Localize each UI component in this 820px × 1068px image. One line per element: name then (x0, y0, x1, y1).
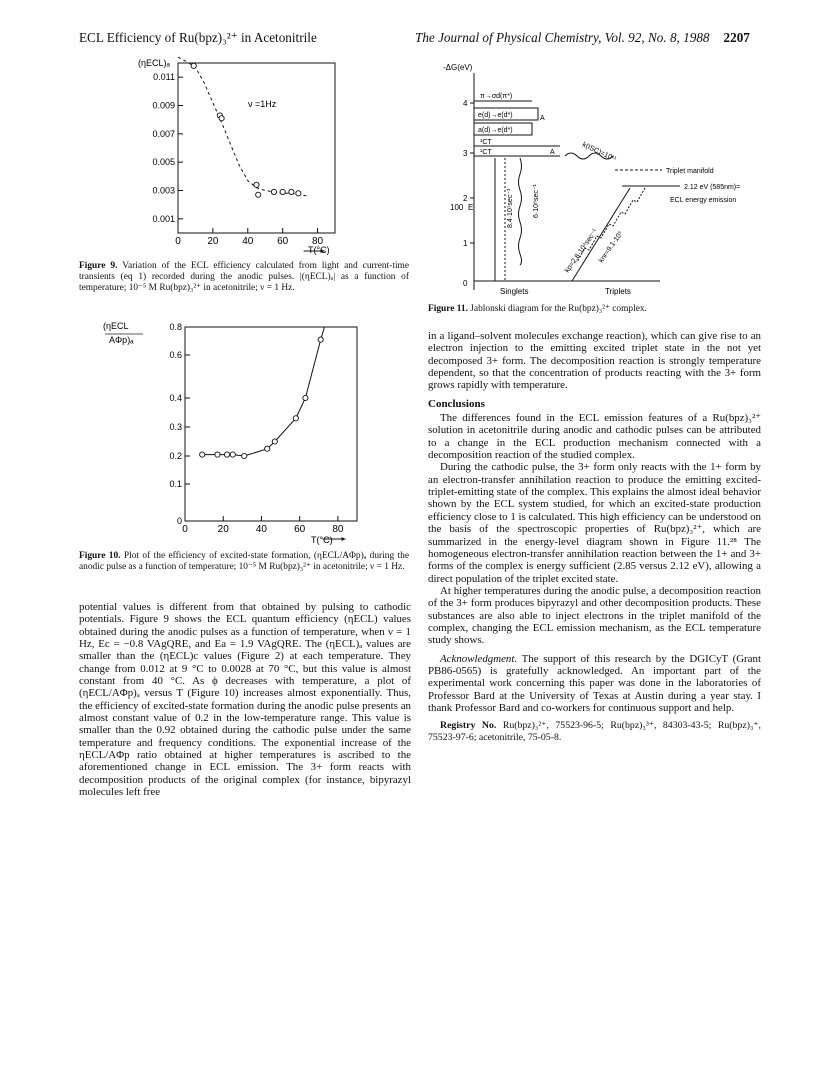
conclusions-heading: Conclusions (428, 397, 485, 410)
fig10-point (303, 395, 308, 400)
fig9-fit-curve (178, 57, 309, 196)
fig11-tick-2-label: 2 (463, 194, 468, 203)
right-column-text (428, 330, 761, 743)
fig9-frame (178, 63, 335, 233)
fig9-ytick-label: 0.003 (152, 185, 175, 196)
fig11-singlets-label: Singlets (500, 287, 529, 296)
fig10-curve (202, 327, 324, 456)
ack-label: Acknowledgment. (440, 652, 518, 665)
fig10-caption-text: Plot of the efficiency of excited-state formation, (ηECL/AΦp)ₐ during the anodic pulse as a function of temperature; 10⁻⁵ M Ru(bpz)₃²⁺ in acetonitrile; ν = 1 Hz. (79, 551, 409, 572)
fig9-point (296, 191, 301, 196)
fig10-xtick-label: 0 (182, 524, 188, 535)
fig9-xlabel: T(°C) (308, 245, 330, 255)
fig10-curve-path (202, 327, 324, 456)
fig9-ytick-label: 0.005 (152, 157, 175, 168)
fig10-ylabel-top: (ηECL (103, 321, 129, 331)
fig10-point (200, 452, 205, 457)
ack-text: The support of this research by the DGICyT (Grant PB86-0565) is gratefully acknowledged. An important part of the experimental work concerning this paper was done in the laboratories of Professor Bard at the University of Texas at Austin during a year stay. I thank Professor Bard and co-workers for continuous support and help. (428, 652, 761, 714)
fig9-point (280, 189, 285, 194)
figure-9-caption (79, 261, 409, 294)
fig10-frame (185, 327, 357, 521)
figure-10-caption (79, 551, 409, 573)
fig11-wavy-arrow (519, 158, 522, 265)
right-paragraph-4: At higher temperatures during the anodic pulse, a decomposition reaction of the 3+ form produces bipyrazyl and other decomposition products. These substances are also able to inject electrons in the triplet manifold of the complex, changing the ECL emission mechanism, as the ECL temperature study shows. (428, 584, 761, 647)
fig11-3ct-label: ³CT (480, 139, 492, 146)
fig10-points (200, 337, 324, 459)
fig10-point (318, 337, 323, 342)
fig10-ytick-label: 0.1 (169, 479, 182, 489)
fig10-ytick-label: 0.4 (169, 393, 182, 403)
fig11-tick-0-label: 0 (463, 279, 468, 288)
fig10-axes (169, 322, 357, 541)
fig11-rate-2: 6·10⁸sec⁻¹ (533, 184, 540, 218)
journal-citation (415, 30, 750, 46)
fig9-caption-text: Variation of the ECL efficiency calculated from light and current-time transients (eq 1) recorded during the anodic pulses. |(ηECL)ₐ| as a function of temperature; 10⁻⁵ M Ru(bpz)₃²⁺ in acetonitrile; ν = 1 Hz. (79, 261, 409, 293)
fig9-xtick-label: 0 (175, 236, 181, 247)
right-paragraph-2: The differences found in the ECL emission features of a Ru(bpz)₃²⁺ solution in acetonitrile during anodic and cathodic pulses can be attributed to a change in the ECL production mechanism connected with a decomposition reaction of the studied complex. (428, 412, 761, 462)
page-number: 2207 (723, 30, 750, 45)
fig9-points (191, 63, 301, 197)
fig10-ytick-label: 0.3 (169, 422, 182, 432)
fig10-point (272, 439, 277, 444)
fig9-point (254, 182, 259, 187)
figure-9-chart (130, 55, 410, 260)
fig11-caption-text: Jablonski diagram for the Ru(bpz)₃²⁺ complex. (470, 304, 647, 314)
fig9-ylabel: (ηECL)ₐ (138, 58, 170, 68)
fig9-point (271, 189, 276, 194)
fig11-tick-1-label: 1 (463, 239, 468, 248)
running-header: ECL Efficiency of Ru(bpz)₃²⁺ in Acetonitrile (79, 30, 317, 45)
fig11-label-E: E (468, 203, 474, 212)
fig9-axes (152, 63, 335, 253)
journal-name: The Journal of Physical Chemistry, Vol. 92, No. 8, 1988 (415, 30, 710, 45)
left-column-text (79, 601, 411, 799)
fig11-rate-1: 8.4·10⁷sec⁻¹ (507, 188, 514, 228)
fig11-label-100: 100 (450, 203, 464, 212)
fig9-ytick-label: 0.011 (153, 72, 175, 83)
fig10-point (224, 452, 229, 457)
fig11-triplets-label: Triplets (605, 287, 631, 296)
fig11-1ct-label: ¹CT (480, 149, 492, 156)
fig9-xtick-label: 40 (242, 236, 254, 247)
fig9-xtick-label: 80 (311, 236, 324, 247)
fig10-xtick-label: 60 (294, 524, 306, 535)
fig11-ecl-emission: ECL energy emission (670, 197, 737, 204)
fig11-level-A: A (540, 115, 545, 122)
fig10-ytick-label: 0.6 (169, 350, 182, 360)
fig10-point (242, 453, 247, 458)
fig11-rate-3: kp=2.8·10⁴sec⁻¹ (563, 228, 600, 275)
figure-10-chart (95, 308, 415, 548)
fig10-ylabel-bottom: AΦp)ₐ (109, 335, 134, 345)
right-paragraph-1: in a ligand–solvent molecules exchange reaction), which can give rise to an electron injection to the emitting excited triplet state in the not yet decomposed 3+ form. The decomposition reaction is strongly temperature dependent, so that the concentration of products reacting with the 3+ form grows rapidly with temperature. (428, 330, 761, 392)
fig9-xtick-label: 20 (207, 236, 219, 247)
fig11-triplet-energy: 2.12 eV (585nm)= (684, 184, 741, 191)
fig10-caption-label: Figure 10. (79, 551, 121, 561)
fig11-level-ee-label: e(d)→e(d*) (478, 112, 513, 119)
fig11-triplet-manifold-label: Triplet manifold (666, 168, 714, 175)
registry-text: Ru(bpz)₃²⁺, 75523-96-5; Ru(bpz)₃³⁺, 84303-43-5; Ru(bpz)₃⁺, 75523-97-6; acetonitrile, 75-05-8. (428, 720, 761, 743)
fig10-ytick-label: 0 (176, 516, 182, 526)
fig11-tick-4-label: 4 (463, 99, 468, 108)
fig9-annotation: ν =1Hz (248, 99, 277, 109)
fig9-point (256, 192, 261, 197)
fig9-point (191, 63, 196, 68)
fig11-ct-A: A (550, 149, 555, 156)
registry-label: Registry No. (440, 720, 497, 732)
fig10-ytick-label: 0.2 (169, 451, 182, 461)
right-paragraph-3: During the cathodic pulse, the 3+ form only reacts with the 1+ form by an electron-transfer annihilation reaction to produce the emitting excited-triplet-emitting state of the complex. This explains the almost ideal behavior shown by the ECL system studied, for which an excited-state production efficiency close to 1 is calculated. This high efficiency can be understood on the basis of the spectroscopic properties of Ru(bpz)₃²⁺, which are summarized in the energy-level diagram shown in Figure 11.²⁸ The homogeneous electron-transfer annihilation reaction between the 1+ and 3+ forms of the complex is energy sufficient (2.85 versus 2.12 eV), allowing a direct population of the triplet excited state. (428, 461, 761, 585)
fig11-caption-label: Figure 11. (428, 304, 468, 314)
fig9-point (219, 116, 224, 121)
fig10-point (215, 452, 220, 457)
fig9-ytick-label: 0.007 (152, 128, 175, 139)
fig9-curve-path (178, 57, 309, 196)
fig10-xtick-label: 40 (255, 524, 268, 535)
fig9-caption-label: Figure 9. (79, 261, 118, 271)
figure-11-diagram (440, 58, 770, 298)
fig10-xlabel: T(°C) (311, 535, 333, 545)
fig11-level-pi-label: π→σd(π*) (480, 93, 513, 100)
fig10-xtick-label: 20 (217, 524, 229, 535)
left-paragraph-1: potential values is different from that obtained by pulsing to cathodic potentials. Figure 9 shows the ECL quantum efficiency (ηECL) values obtained during the anodic pulses as a function of temperature, when ν = 1 Hz, Ec = −0.8 VAgQRE, and Ea = 1.9 VAgQRE. The (ηECL)ₐ values are smaller than the (ηECL)c values (Figure 2) at each temperature. They change from 0.012 at 9 °C to 0.0028 at 70 °C, but this value is almost constant from 40 °C. As ϕ decreases with temperature, a plot of (ηECL/AΦp)ₐ versus T (Figure 10) increases almost exponentially. Thus, the efficiency of excited-state formation during the anodic pulse presents an almost constant value of 0.2 in the low-temperature range. This value is smaller than the 0.92 obtained during the cathodic pulse under the same temperature and frequency conditions. The exponential increase of the ηECL/AΦp ratio obtained at higher temperatures is ascribed to the aforementioned change in ECL emission. The 3+ form reacts with decomposition products of the original complex (for instance, bipyrazyl molecules left free (79, 601, 411, 799)
acknowledgment (428, 653, 761, 715)
fig10-point (265, 446, 270, 451)
fig9-ytick-label: 0.001 (152, 213, 175, 224)
fig9-ytick-label: 0.009 (152, 100, 175, 111)
fig9-point (289, 189, 294, 194)
fig11-tick-3-label: 3 (463, 149, 468, 158)
fig10-point (293, 416, 298, 421)
fig11-yaxis-label: -ΔG(eV) (443, 63, 473, 72)
fig10-point (230, 452, 235, 457)
fig11-kisc: k(ISC)=10¹¹ (581, 141, 618, 164)
registry (428, 720, 761, 743)
fig10-xtick-label: 80 (332, 524, 344, 535)
fig11-level-ae-label: a(d)→e(d*) (478, 127, 513, 134)
fig10-ytick-label: 0.8 (169, 322, 182, 332)
fig11-rate-4: knr=9.1·10⁵ (597, 230, 625, 265)
fig10-x-arrowhead (342, 537, 346, 541)
figure-11-caption (428, 304, 758, 315)
fig9-xtick-label: 60 (277, 236, 289, 247)
